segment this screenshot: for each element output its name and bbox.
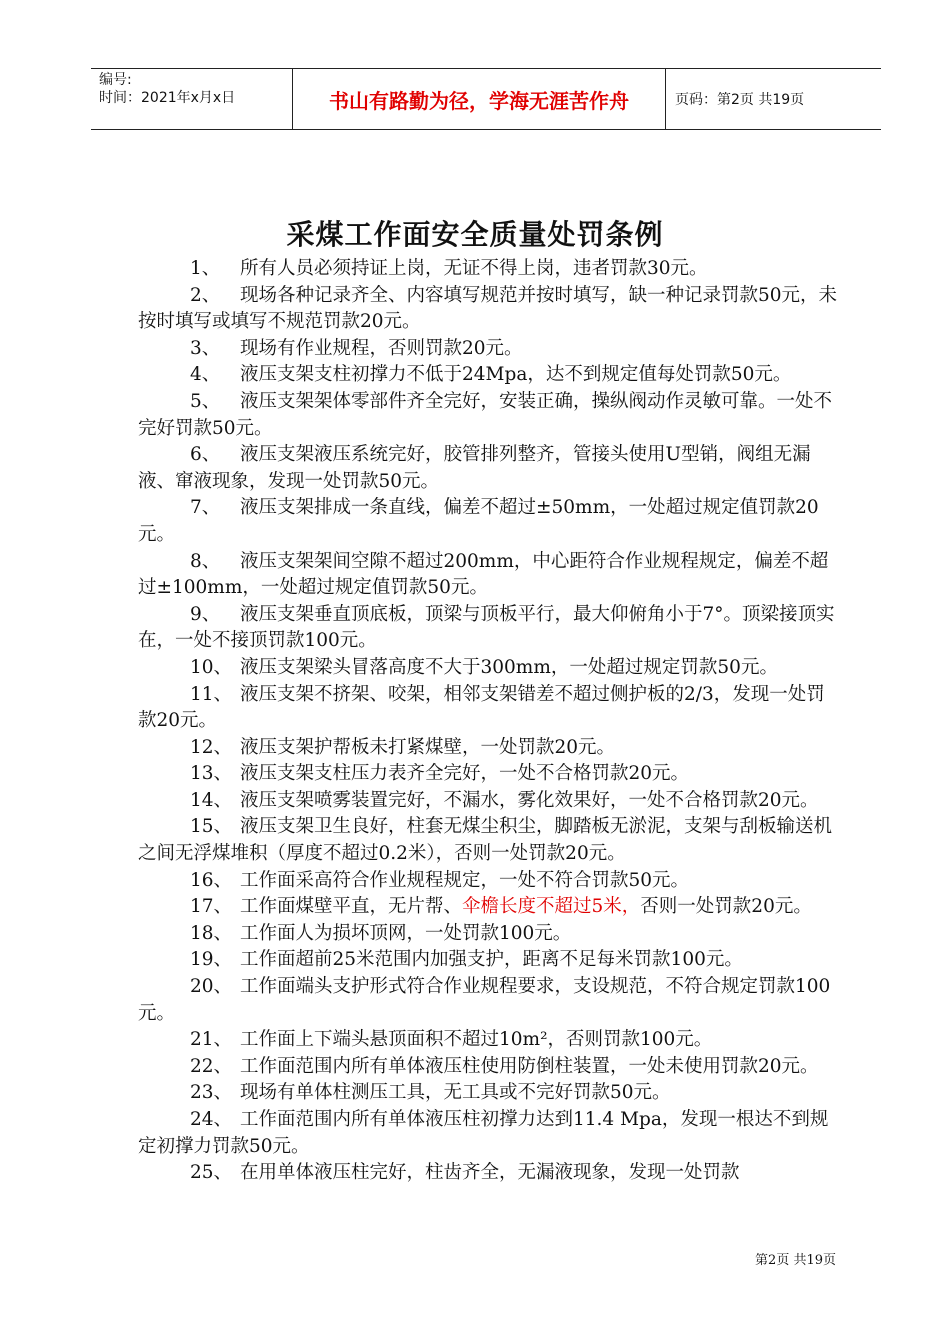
- item-text: 液压支架液压系统完好，胶管排列整齐，管接头使用U型销，阀组无漏液、窜液现象，发现一处罚款50元。: [138, 444, 811, 492]
- item-number: 21、: [190, 1029, 233, 1051]
- regulation-item: [138, 1027, 838, 1054]
- item-number: 3、: [190, 337, 221, 359]
- item-text: 工作面范围内所有单体液压柱初撑力达到11.4 Mpa，发现一根达不到规定初撑力罚款50元。: [138, 1109, 829, 1157]
- item-text: 在用单体液压柱完好，柱齿齐全，无漏液现象，发现一处罚款: [240, 1162, 740, 1184]
- regulation-item: [138, 735, 838, 762]
- regulation-item: [138, 682, 838, 735]
- regulation-item: [138, 868, 838, 895]
- item-text: 工作面人为损坏顶网，一处罚款100元。: [240, 922, 572, 944]
- item-number: 15、: [190, 816, 233, 838]
- regulation-item: [138, 814, 838, 867]
- item-number: 17、: [190, 896, 233, 918]
- item-text: 液压支架支柱压力表齐全完好，一处不合格罚款20元。: [240, 763, 690, 785]
- item-text: 工作面上下端头悬顶面积不超过10m²，否则罚款100元。: [240, 1029, 713, 1051]
- regulation-item: [138, 947, 838, 974]
- item-number: 1、: [190, 258, 221, 279]
- regulation-list: [138, 256, 838, 1187]
- regulation-item: [138, 602, 838, 655]
- item-text: 液压支架支柱初撑力不低于24Mpa，达不到规定值每处罚款50元。: [240, 364, 792, 386]
- item-number: 14、: [190, 789, 233, 811]
- item-text: 液压支架排成一条直线，偏差不超过±50mm，一处超过规定值罚款20元。: [138, 497, 819, 545]
- regulation-item: [138, 761, 838, 788]
- regulation-item: [138, 655, 838, 682]
- item-text: 所有人员必须持证上岗，无证不得上岗，违者罚款30元。: [240, 258, 708, 279]
- item-number: 23、: [190, 1082, 233, 1104]
- regulation-item: [138, 549, 838, 602]
- item-text: 液压支架护帮板未打紧煤壁，一处罚款20元。: [240, 736, 616, 758]
- header-motto: 书山有路勤为径，学海无涯苦作舟: [329, 88, 629, 113]
- item-text: 液压支架卫生良好，柱套无煤尘积尘，脚踏板无淤泥，支架与刮板输送机之间无浮煤堆积（厚度不超过0.2米），否则一处罚款20元。: [138, 816, 833, 865]
- regulation-item: [138, 389, 838, 442]
- regulation-item: [138, 336, 838, 363]
- item-number: 18、: [190, 922, 233, 944]
- item-number: 5、: [190, 390, 221, 412]
- item-text: 液压支架架体零部件齐全完好，安装正确，操纵阀动作灵敏可靠。一处不完好罚款50元。: [138, 390, 833, 439]
- item-text: 现场有作业规程，否则罚款20元。: [240, 337, 523, 359]
- item-number: 20、: [190, 976, 233, 998]
- item-number: 6、: [190, 444, 221, 466]
- item-number: 13、: [190, 763, 233, 785]
- item-number: 2、: [190, 284, 221, 306]
- item-number: 12、: [190, 736, 233, 758]
- item-text: 工作面超前25米范围内加强支护，距离不足每米罚款100元。: [240, 949, 743, 971]
- page-footer: 第2页 共19页: [755, 1253, 836, 1268]
- regulation-item: [138, 256, 838, 283]
- item-number: 8、: [190, 550, 221, 572]
- page-header: [91, 68, 881, 130]
- document-title: 采煤工作面安全质量处罚条例: [286, 218, 664, 251]
- regulation-item: [138, 894, 838, 921]
- item-text: 工作面范围内所有单体液压柱使用防倒柱装置，一处未使用罚款20元。: [240, 1055, 819, 1077]
- header-page-info: 页码：第2页 共19页: [675, 92, 805, 108]
- item-text: 液压支架喷雾装置完好，不漏水，雾化效果好，一处不合格罚款20元。: [240, 789, 819, 811]
- item-text: 工作面端头支护形式符合作业规程要求，支设规范，不符合规定罚款100元。: [138, 976, 831, 1024]
- item-number: 24、: [190, 1109, 233, 1130]
- item-number: 9、: [190, 603, 221, 625]
- item-text: 液压支架不挤架、咬架，相邻支架错差不超过侧护板的2/3，发现一处罚款20元。: [138, 683, 825, 732]
- regulation-item: [138, 1160, 838, 1187]
- regulation-item: [138, 362, 838, 389]
- item-text: 工作面采高符合作业规程规定，一处不符合罚款50元。: [240, 869, 690, 891]
- regulation-item: [138, 788, 838, 815]
- item-text: 液压支架垂直顶底板，顶梁与顶板平行，最大仰俯角小于7°。顶梁接顶实在，一处不接顶罚款100元。: [138, 603, 835, 652]
- item-number: 11、: [190, 683, 233, 705]
- item-number: 19、: [190, 949, 233, 971]
- item-highlight: 伞檐长度不超过5米，: [462, 896, 641, 918]
- item-text: 液压支架梁头冒落高度不大于300mm，一处超过规定罚款50元。: [240, 656, 778, 678]
- item-text: 现场有单体柱测压工具，无工具或不完好罚款50元。: [240, 1082, 671, 1104]
- regulation-item: [138, 974, 838, 1027]
- item-number: 7、: [190, 497, 221, 519]
- item-text: 工作面煤壁平直，无片帮、: [240, 896, 463, 918]
- regulation-item: [138, 442, 838, 495]
- item-number: 4、: [190, 364, 221, 386]
- time-line: 时间：2021年x月x日: [99, 90, 236, 106]
- regulation-item: [138, 1107, 838, 1160]
- header-divider: [665, 69, 666, 129]
- item-number: 25、: [190, 1162, 233, 1184]
- item-text: 现场各种记录齐全、内容填写规范并按时填写，缺一种记录罚款50元，未按时填写或填写不规范罚款20元。: [138, 284, 838, 333]
- regulation-item: [138, 1054, 838, 1081]
- regulation-item: [138, 495, 838, 548]
- regulation-item: [138, 283, 838, 336]
- item-number: 10、: [190, 656, 233, 678]
- serial-label: 编号:: [99, 72, 132, 88]
- regulation-item: [138, 1080, 838, 1107]
- regulation-item: [138, 921, 838, 948]
- item-number: 16、: [190, 869, 233, 891]
- item-text: 液压支架架间空隙不超过200mm，中心距符合作业规程规定，偏差不超过±100mm，一处超过规定值罚款50元。: [138, 550, 829, 599]
- header-meta: [99, 71, 295, 107]
- item-text-tail: 否则一处罚款20元。: [640, 896, 812, 918]
- item-number: 22、: [190, 1055, 233, 1077]
